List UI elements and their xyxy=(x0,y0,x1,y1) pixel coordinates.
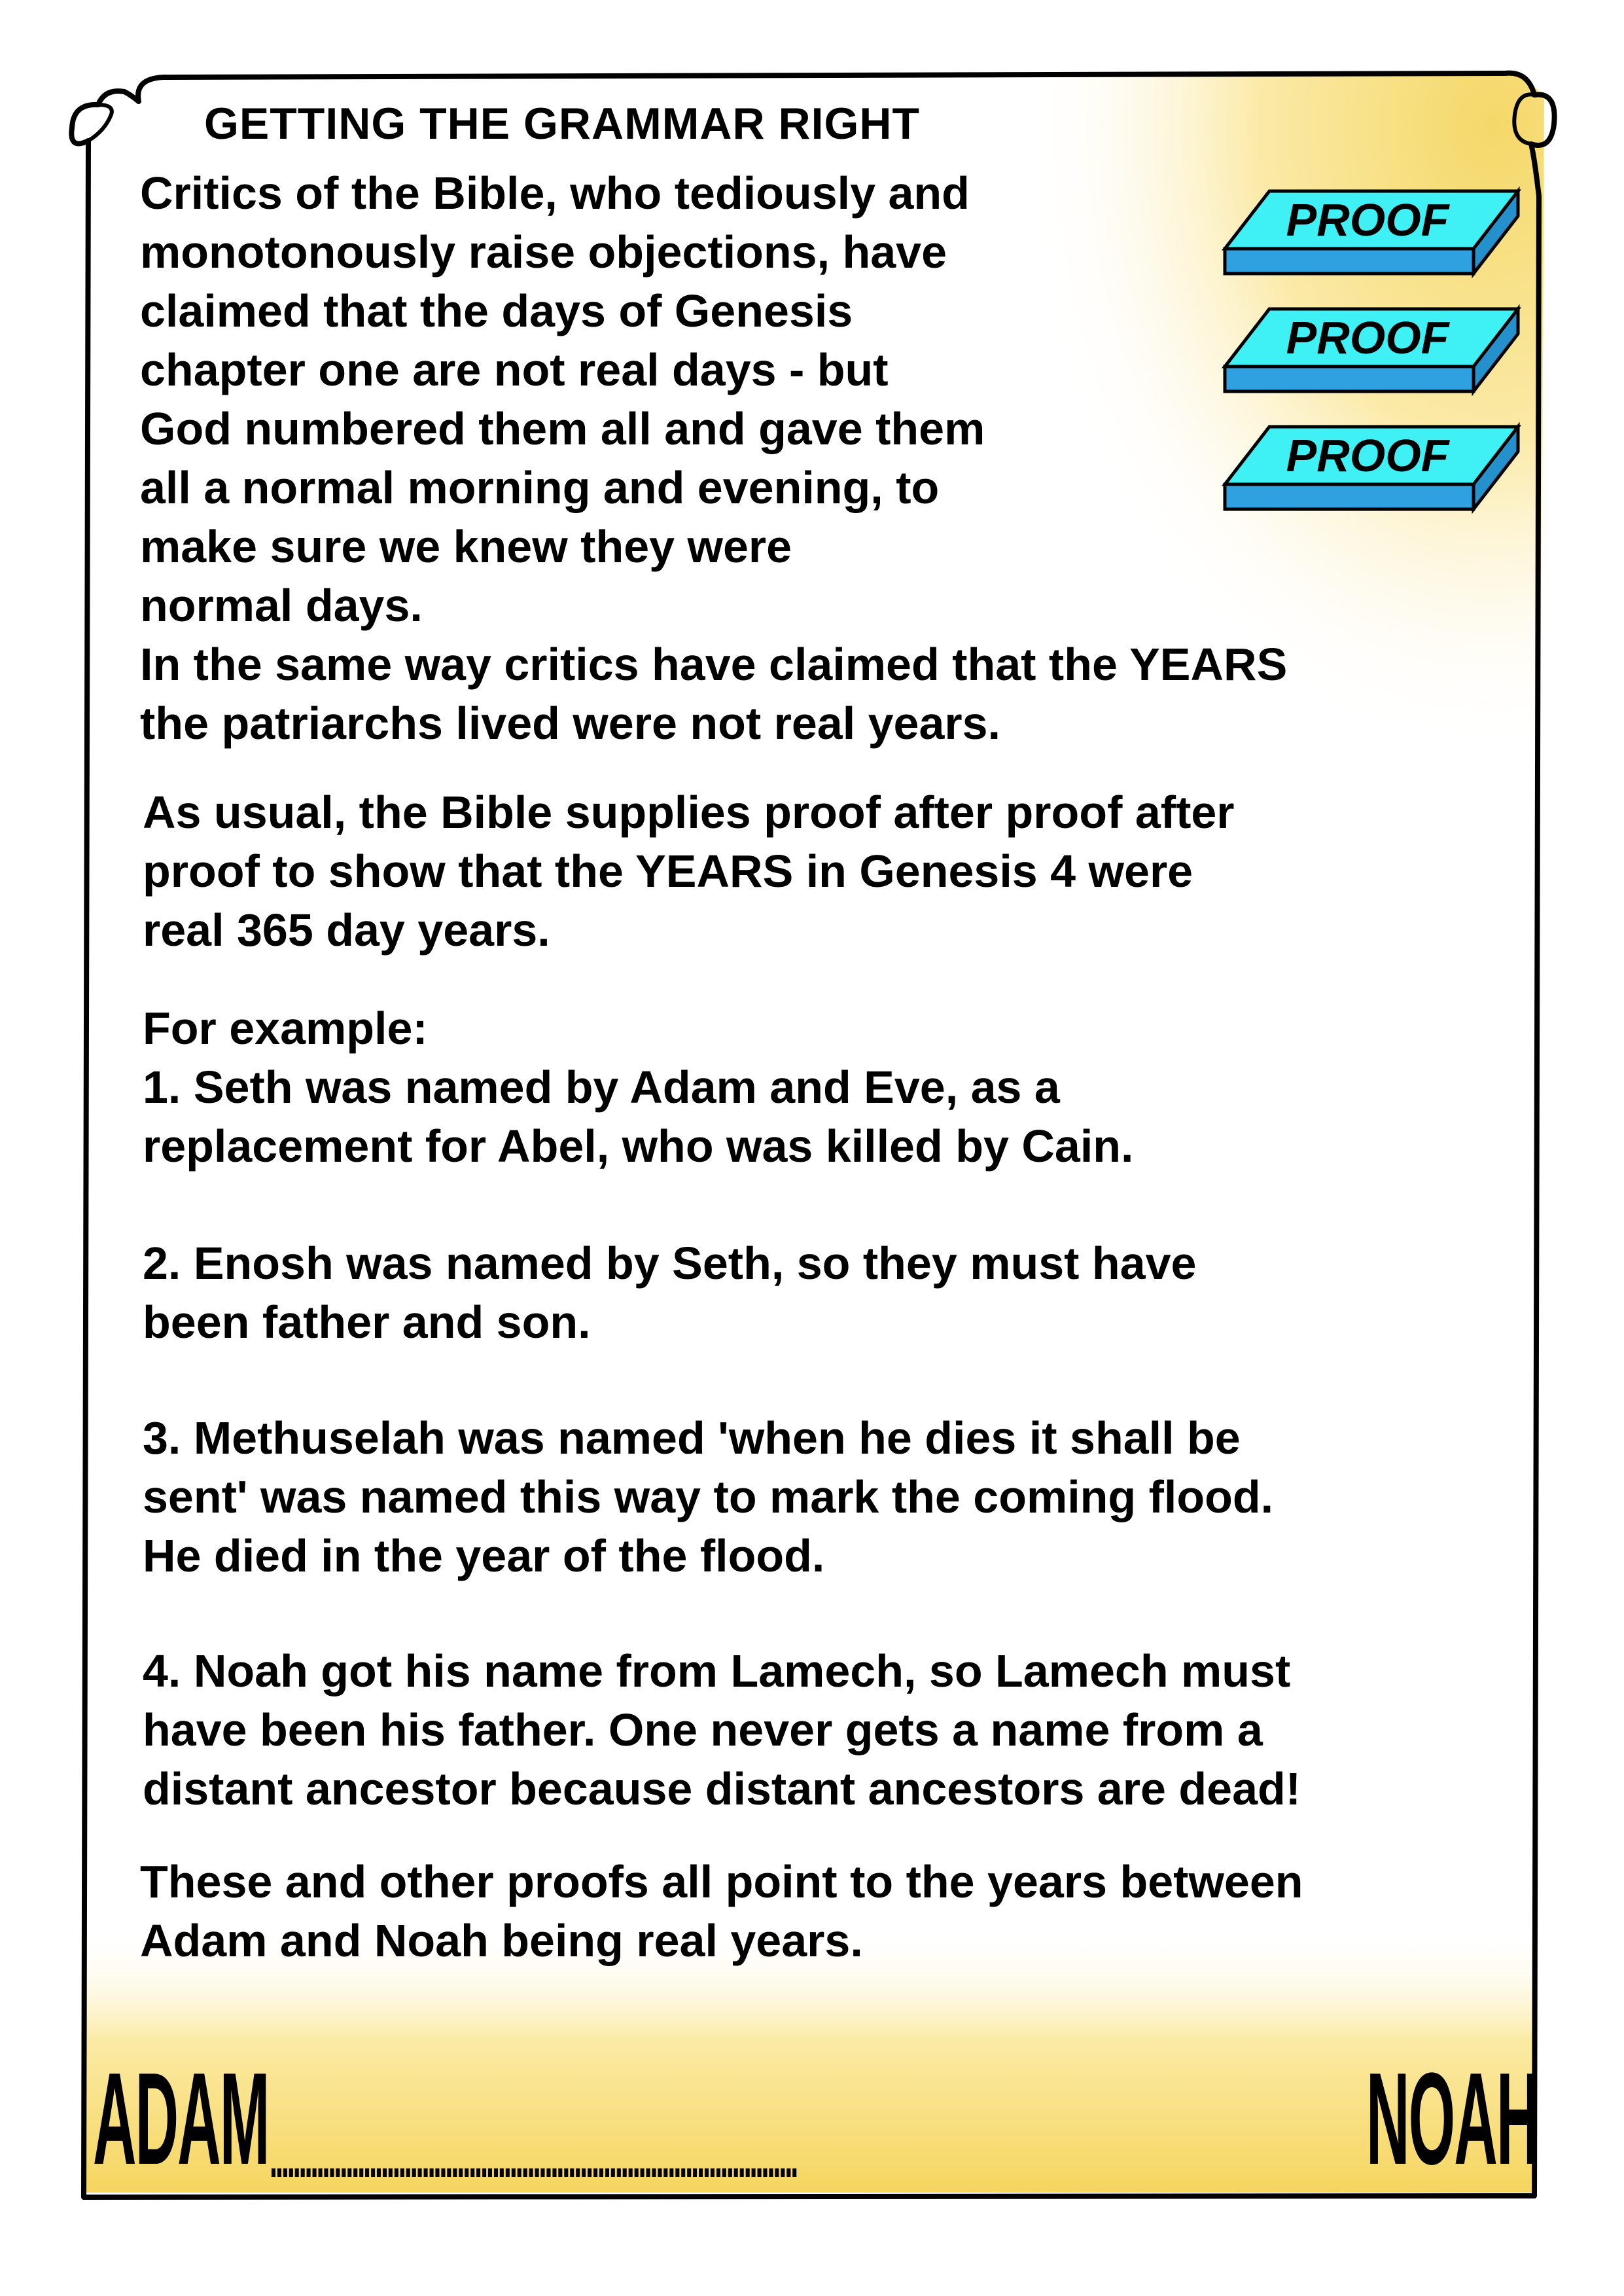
proof-label: PROOF xyxy=(1286,430,1449,481)
text-line: 4. Noah got his name from Lamech, so Lamech must xyxy=(143,1645,1291,1696)
text-line: 2. Enosh was named by Seth, so they must have xyxy=(143,1238,1197,1289)
page-title: GETTING THE GRAMMAR RIGHT xyxy=(204,99,921,149)
timeline-end-label: NOAH xyxy=(1366,2046,1539,2192)
text-line: As usual, the Bible supplies proof after proof after xyxy=(143,787,1235,838)
text-line: sent' was named this way to mark the coming flood. xyxy=(143,1471,1274,1522)
text-line: distant ancestor because distant ancestors are dead! xyxy=(143,1763,1301,1814)
text-line: been father and son. xyxy=(143,1297,591,1348)
text-line: real 365 day years. xyxy=(143,905,550,956)
proof-stack-illustration xyxy=(1217,177,1531,569)
proof-slab-middle xyxy=(1225,309,1518,391)
text-line: the patriarchs lived were not real years. xyxy=(140,698,1001,749)
paragraph-example-3 xyxy=(143,1408,1273,1585)
paragraph-example-2 xyxy=(143,1234,1196,1352)
text-line: These and other proofs all point to the years between xyxy=(140,1856,1303,1907)
text-line: In the same way critics have claimed that the YEARS xyxy=(140,639,1288,690)
proof-slab-top xyxy=(1225,191,1518,274)
paragraph-proof-statement xyxy=(143,783,1235,960)
text-line: proof to show that the YEARS in Genesis 4 were xyxy=(143,846,1193,897)
text-line: He died in the year of the flood. xyxy=(143,1530,825,1581)
text-line: all a normal morning and evening, to xyxy=(140,462,940,513)
timeline-dots: .......................................................................................... xyxy=(270,2126,797,2189)
paragraph-years-claim xyxy=(140,635,1287,753)
text-line: God numbered them all and gave them xyxy=(140,403,985,454)
text-line: monotonously raise objections, have xyxy=(140,226,947,278)
text-line: normal days. xyxy=(140,580,423,631)
paragraph-example-1 xyxy=(143,999,1133,1175)
text-line: claimed that the days of Genesis xyxy=(140,285,853,336)
proof-label: PROOF xyxy=(1286,312,1449,363)
paragraph-intro xyxy=(140,164,985,635)
text-line: Critics of the Bible, who tediously and xyxy=(140,168,970,219)
text-line: For example: xyxy=(143,1003,428,1054)
text-line: Adam and Noah being real years. xyxy=(140,1915,863,1966)
text-line: 1. Seth was named by Adam and Eve, as a xyxy=(143,1062,1060,1113)
text-line: have been his father. One never gets a name from a xyxy=(143,1704,1263,1755)
paragraph-example-4 xyxy=(143,1641,1301,1818)
proof-slab-bottom xyxy=(1225,427,1518,509)
proof-label: PROOF xyxy=(1286,194,1449,245)
text-line: make sure we knew they were xyxy=(140,521,792,572)
text-line: replacement for Abel, who was killed by Cain. xyxy=(143,1121,1134,1172)
timeline-start-label: ADAM xyxy=(93,2046,269,2192)
paragraph-conclusion xyxy=(140,1852,1303,1970)
text-line: chapter one are not real days - but xyxy=(140,344,889,395)
text-line: 3. Methuselah was named 'when he dies it shall be xyxy=(143,1412,1241,1463)
